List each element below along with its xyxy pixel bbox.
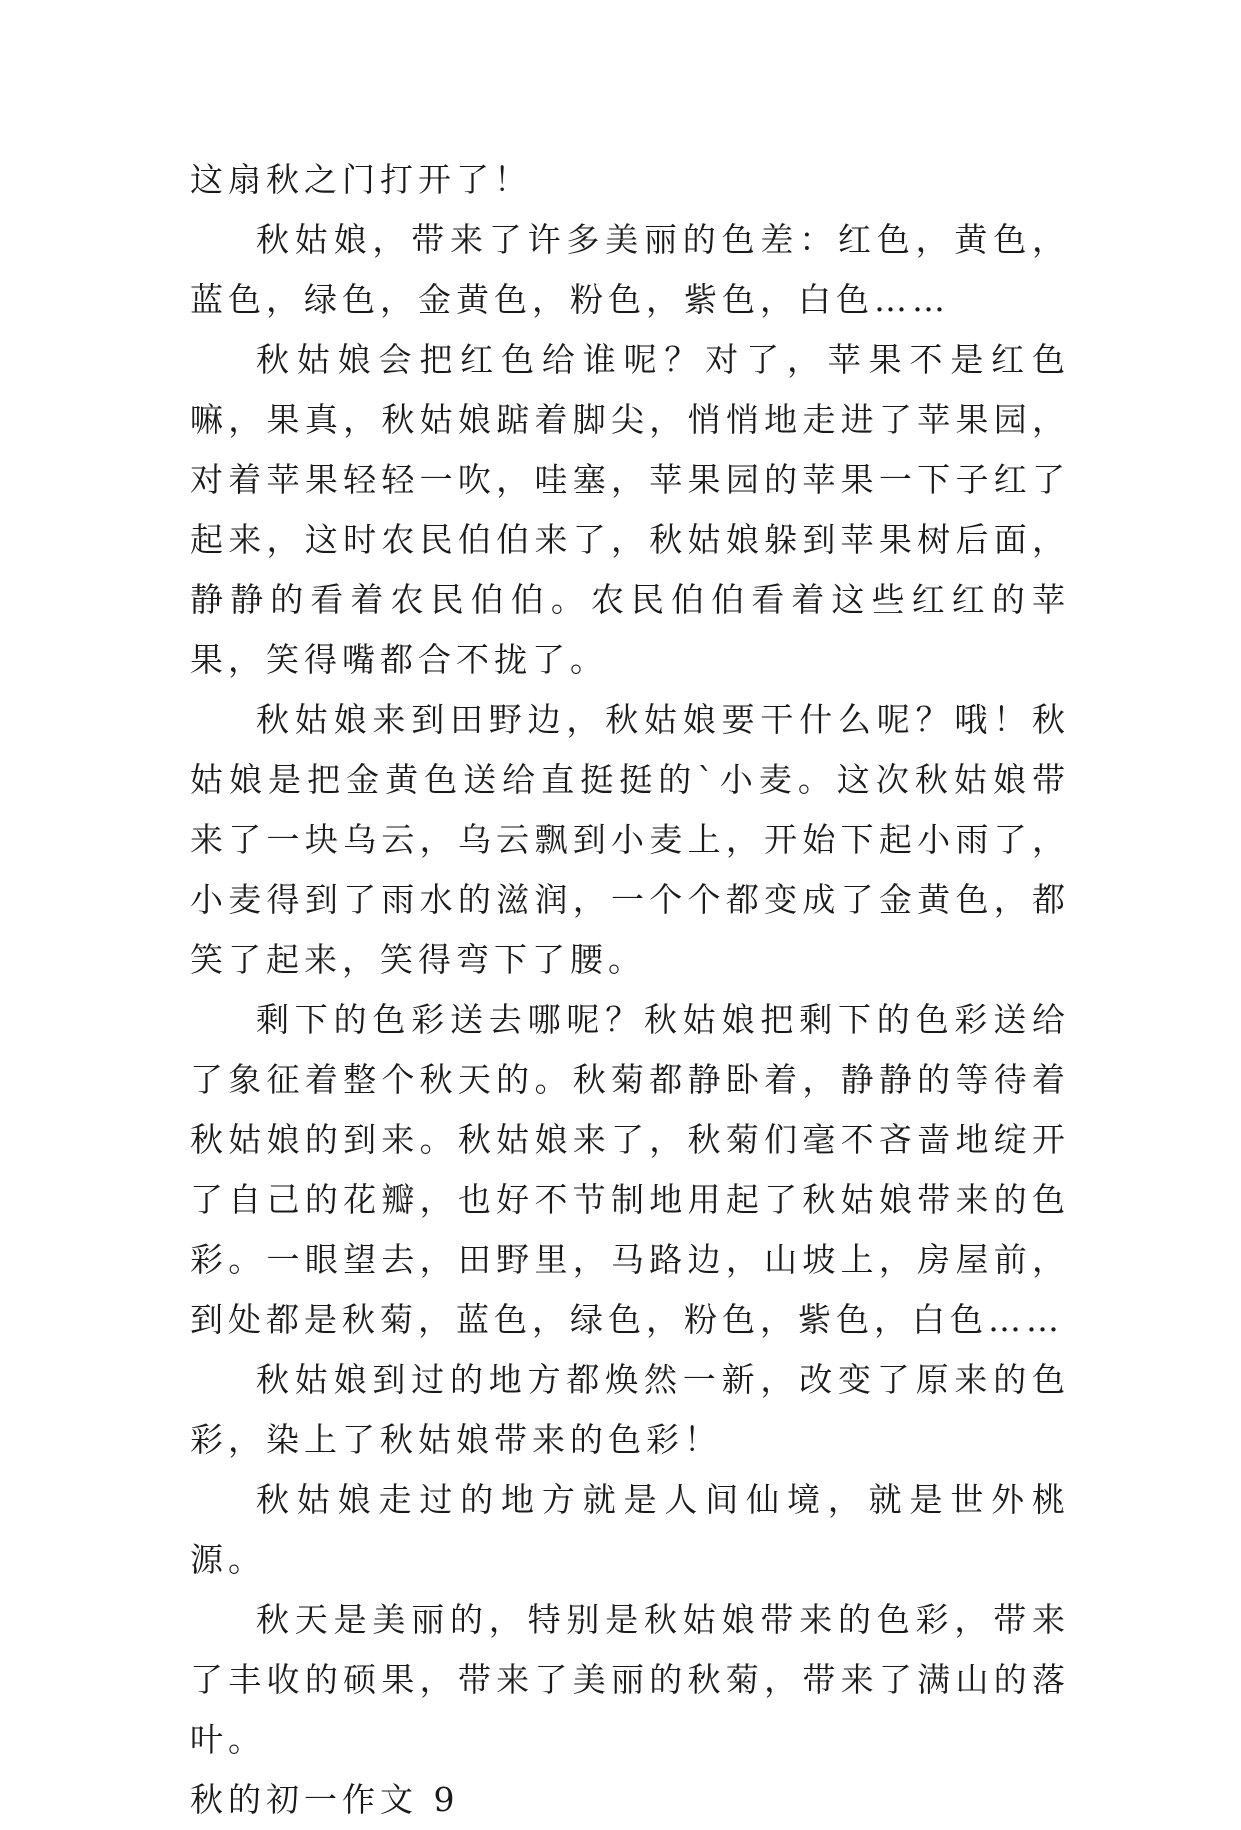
paragraph-3: 秋姑娘会把红色给谁呢？对了，苹果不是红色嘛，果真，秋姑娘踮着脚尖，悄悄地走进了苹果园，对着苹果轻轻一吹，哇塞，苹果园的苹果一下子红了起来，这时农民伯伯来了，秋姑娘躲到苹果树后面，静静的看着农民伯伯。农民伯伯看着这些红红的苹果，笑得嘴都合不拢了。	[190, 340, 1070, 679]
next-article-title: 秋的初一作文 9	[190, 1780, 460, 1819]
paragraph-8: 秋天是美丽的，特别是秋姑娘带来的色彩，带来了丰收的硕果，带来了美丽的秋菊，带来了满山的落叶。	[190, 1600, 1070, 1759]
paragraph-1: 这扇秋之门打开了！	[190, 160, 532, 199]
paragraph-6: 秋姑娘到过的地方都焕然一新，改变了原来的色彩，染上了秋姑娘带来的色彩！	[190, 1360, 1070, 1459]
paragraph-5: 剩下的色彩送去哪呢？秋姑娘把剩下的色彩送给了象征着整个秋天的。秋菊都静卧着，静静的等待着秋姑娘的到来。秋姑娘来了，秋菊们毫不吝啬地绽开了自己的花瓣，也好不节制地用起了秋姑娘带来的色彩。一眼望去，田野里，马路边，山坡上，房屋前，到处都是秋菊，蓝色，绿色，粉色，紫色，白色……	[190, 1000, 1070, 1339]
paragraph-7: 秋姑娘走过的地方就是人间仙境，就是世外桃源。	[190, 1480, 1070, 1579]
document-body	[190, 150, 1070, 1830]
paragraph-4: 秋姑娘来到田野边，秋姑娘要干什么呢？哦！秋姑娘是把金黄色送给直挺挺的`小麦。这次秋姑娘带来了一块乌云，乌云飘到小麦上，开始下起小雨了，小麦得到了雨水的滋润，一个个都变成了金黄色，都笑了起来，笑得弯下了腰。	[190, 700, 1070, 979]
paragraph-2: 秋姑娘，带来了许多美丽的色差：红色，黄色，蓝色，绿色，金黄色，粉色，紫色，白色……	[190, 220, 1070, 319]
